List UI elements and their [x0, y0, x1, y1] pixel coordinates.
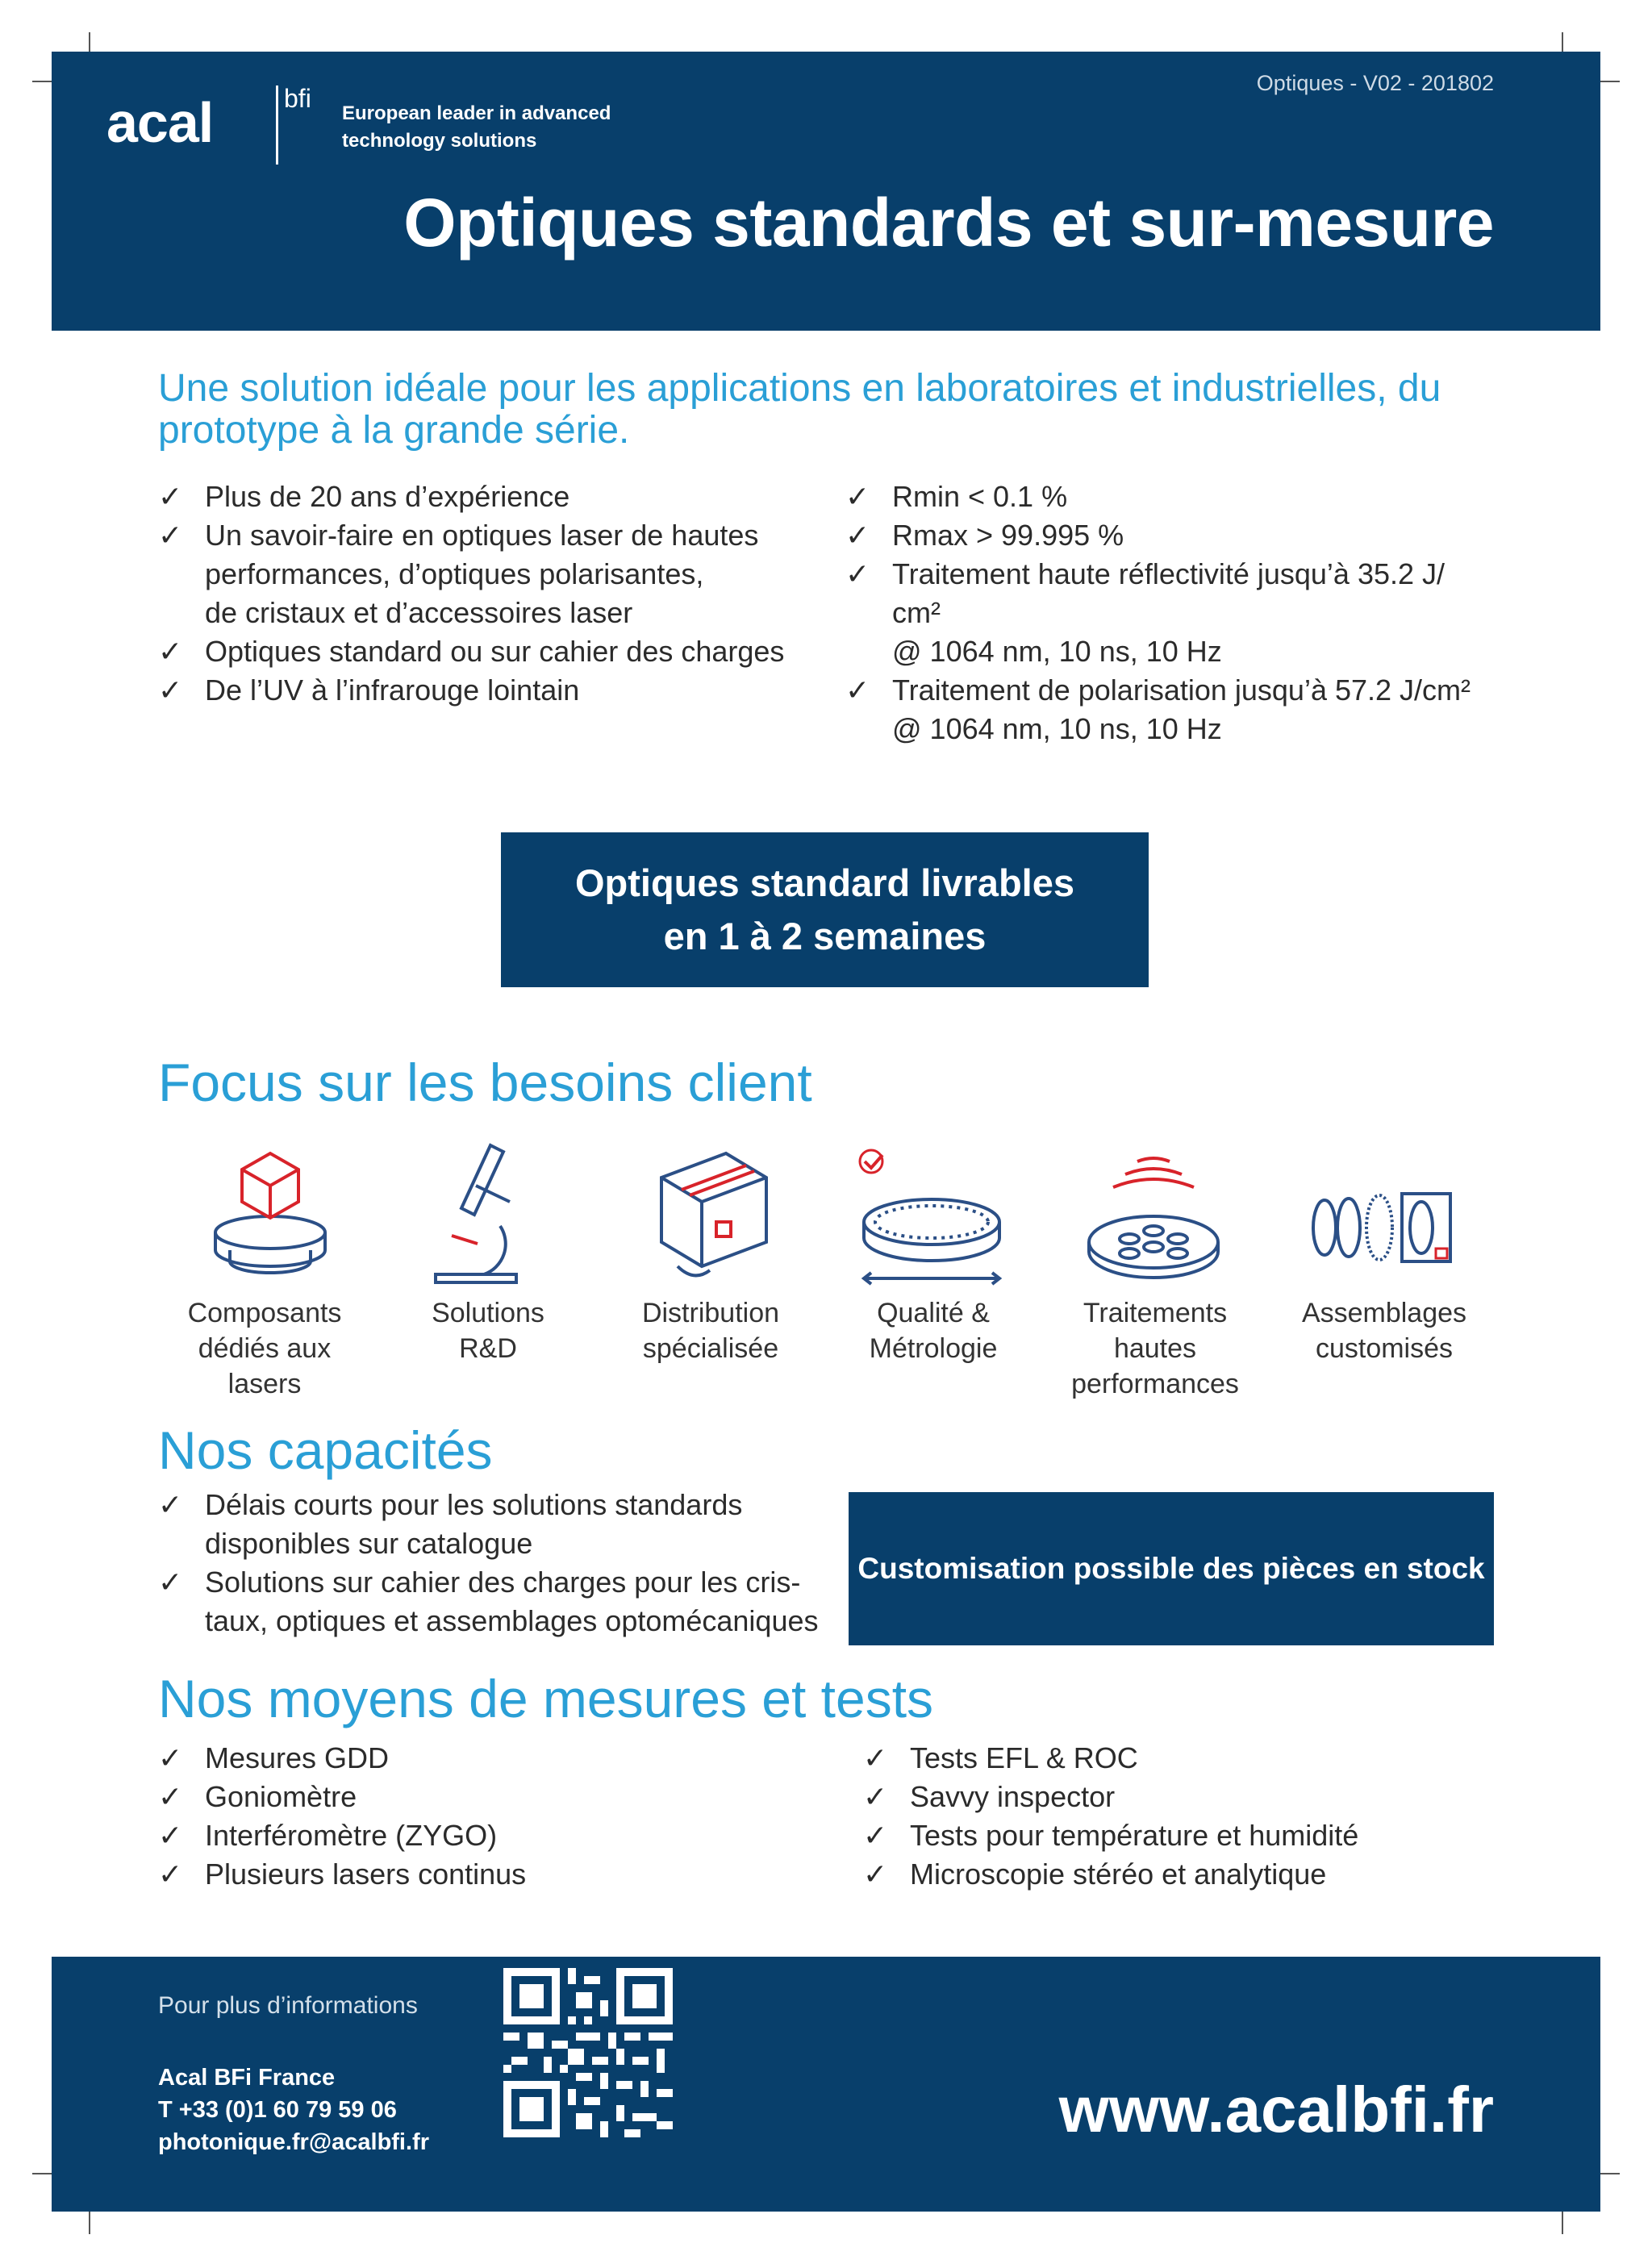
list-item: ✓ Un savoir-faire en optiques laser de hautes performances, d’optiques polarisantes, de cristaux et d’accessoires laser [158, 516, 884, 632]
optic-disc-measure-icon [855, 1145, 1008, 1290]
list-item: ✓ Plusieurs lasers continus [158, 1855, 852, 1894]
list-item: ✓ Traitement haute réflectivité jusqu’à 35.2 J/ cm² @ 1064 nm, 10 ns, 10 Hz [845, 555, 1523, 671]
list-item: ✓ Microscopie stéréo et analytique [863, 1855, 1541, 1894]
list-item: ✓ Savvy inspector [863, 1778, 1541, 1816]
focus-label-solutions: Solutions R&D [432, 1298, 544, 1364]
list-item: ✓ De l’UV à l’infrarouge lointain [158, 671, 884, 710]
list-item: ✓ Mesures GDD [158, 1739, 852, 1778]
list-item: ✓ Délais courts pour les solutions standards disponibles sur catalogue [158, 1486, 868, 1563]
footer-info-label: Pour plus d’informations [158, 1992, 418, 2019]
document-version: Optiques - V02 - 201802 [1256, 71, 1494, 95]
check-icon: ✓ [158, 480, 183, 513]
check-icon: ✓ [845, 480, 870, 513]
mesures-section-title: Nos moyens de mesures et tests [158, 1669, 934, 1728]
check-icon: ✓ [845, 519, 870, 552]
check-icon: ✓ [863, 1780, 888, 1813]
coating-tray-icon [1081, 1145, 1226, 1290]
check-icon: ✓ [158, 1857, 183, 1891]
check-icon: ✓ [158, 1741, 183, 1774]
focus-label-distribution: Distribution spécialisée [641, 1298, 780, 1364]
logo-divider [276, 85, 278, 165]
list-item: ✓ Optiques standard ou sur cahier des charges [158, 632, 884, 671]
check-icon: ✓ [845, 557, 870, 590]
capacites-list [158, 1486, 868, 1641]
check-icon: ✓ [863, 1741, 888, 1774]
check-icon: ✓ [158, 1780, 183, 1813]
list-item: ✓ Plus de 20 ans d’expérience [158, 477, 884, 516]
check-icon: ✓ [845, 673, 870, 707]
capacites-section-title: Nos capacités [158, 1420, 493, 1480]
focus-label-composants: Composants dédiés aux lasers [187, 1298, 342, 1399]
intro-text: Une solution idéale pour les applications en laboratoires et industrielles, du prototype à la grande série. [158, 367, 1441, 452]
list-item: ✓ Traitement de polarisation jusqu’à 57.2 J/cm² @ 1064 nm, 10 ns, 10 Hz [845, 671, 1523, 748]
features-left-list [158, 477, 884, 710]
list-item: ✓ Rmax > 99.995 % [845, 516, 1523, 555]
customisation-highlight-box: Customisation possible des pièces en stock [849, 1492, 1494, 1645]
check-icon: ✓ [158, 519, 183, 552]
list-item: ✓ Goniomètre [158, 1778, 852, 1816]
laser-component-icon [194, 1137, 347, 1290]
check-icon: ✓ [158, 1819, 183, 1852]
check-icon: ✓ [863, 1857, 888, 1891]
brand-logo-sub: bfi [284, 84, 311, 113]
check-icon: ✓ [158, 635, 183, 668]
website-link[interactable]: www.acalbfi.fr [1058, 2074, 1494, 2145]
brand-logo: acal [106, 91, 214, 154]
focus-label-assemblages: Assemblages customisés [1301, 1298, 1467, 1364]
email-link[interactable]: photonique.fr@acalbfi.fr [158, 2129, 429, 2155]
list-item: ✓ Interféromètre (ZYGO) [158, 1816, 852, 1855]
check-icon: ✓ [158, 673, 183, 707]
focus-label-qualite: Qualité & Métrologie [869, 1298, 998, 1364]
list-item: ✓ Solutions sur cahier des charges pour les cris- taux, optiques et assemblages optomécaniques [158, 1563, 868, 1641]
company-name: Acal BFi France [158, 2065, 336, 2091]
features-right-list [845, 477, 1523, 748]
page-title: Optiques standards et sur-mesure [403, 185, 1494, 261]
mesures-right-list [863, 1739, 1541, 1894]
microscope-icon [419, 1137, 540, 1290]
qr-code-icon[interactable] [503, 1968, 673, 2137]
check-icon: ✓ [158, 1566, 183, 1599]
check-icon: ✓ [158, 1488, 183, 1521]
list-item: ✓ Tests pour température et humidité [863, 1816, 1541, 1855]
list-item: ✓ Tests EFL & ROC [863, 1739, 1541, 1778]
check-icon: ✓ [863, 1819, 888, 1852]
footer-contact [158, 2062, 429, 2158]
brand-tagline: European leader in advanced technology solutions [342, 102, 611, 152]
optomechanical-assembly-icon [1307, 1186, 1460, 1274]
package-icon [645, 1145, 782, 1290]
delivery-highlight-box: Optiques standard livrables en 1 à 2 semaines [501, 832, 1149, 987]
focus-label-traitements: Traitements hautes performances [1071, 1298, 1239, 1399]
mesures-left-list [158, 1739, 852, 1894]
focus-section-title: Focus sur les besoins client [158, 1053, 812, 1112]
list-item: ✓ Rmin < 0.1 % [845, 477, 1523, 516]
phone-number[interactable]: T +33 (0)1 60 79 59 06 [158, 2097, 397, 2123]
